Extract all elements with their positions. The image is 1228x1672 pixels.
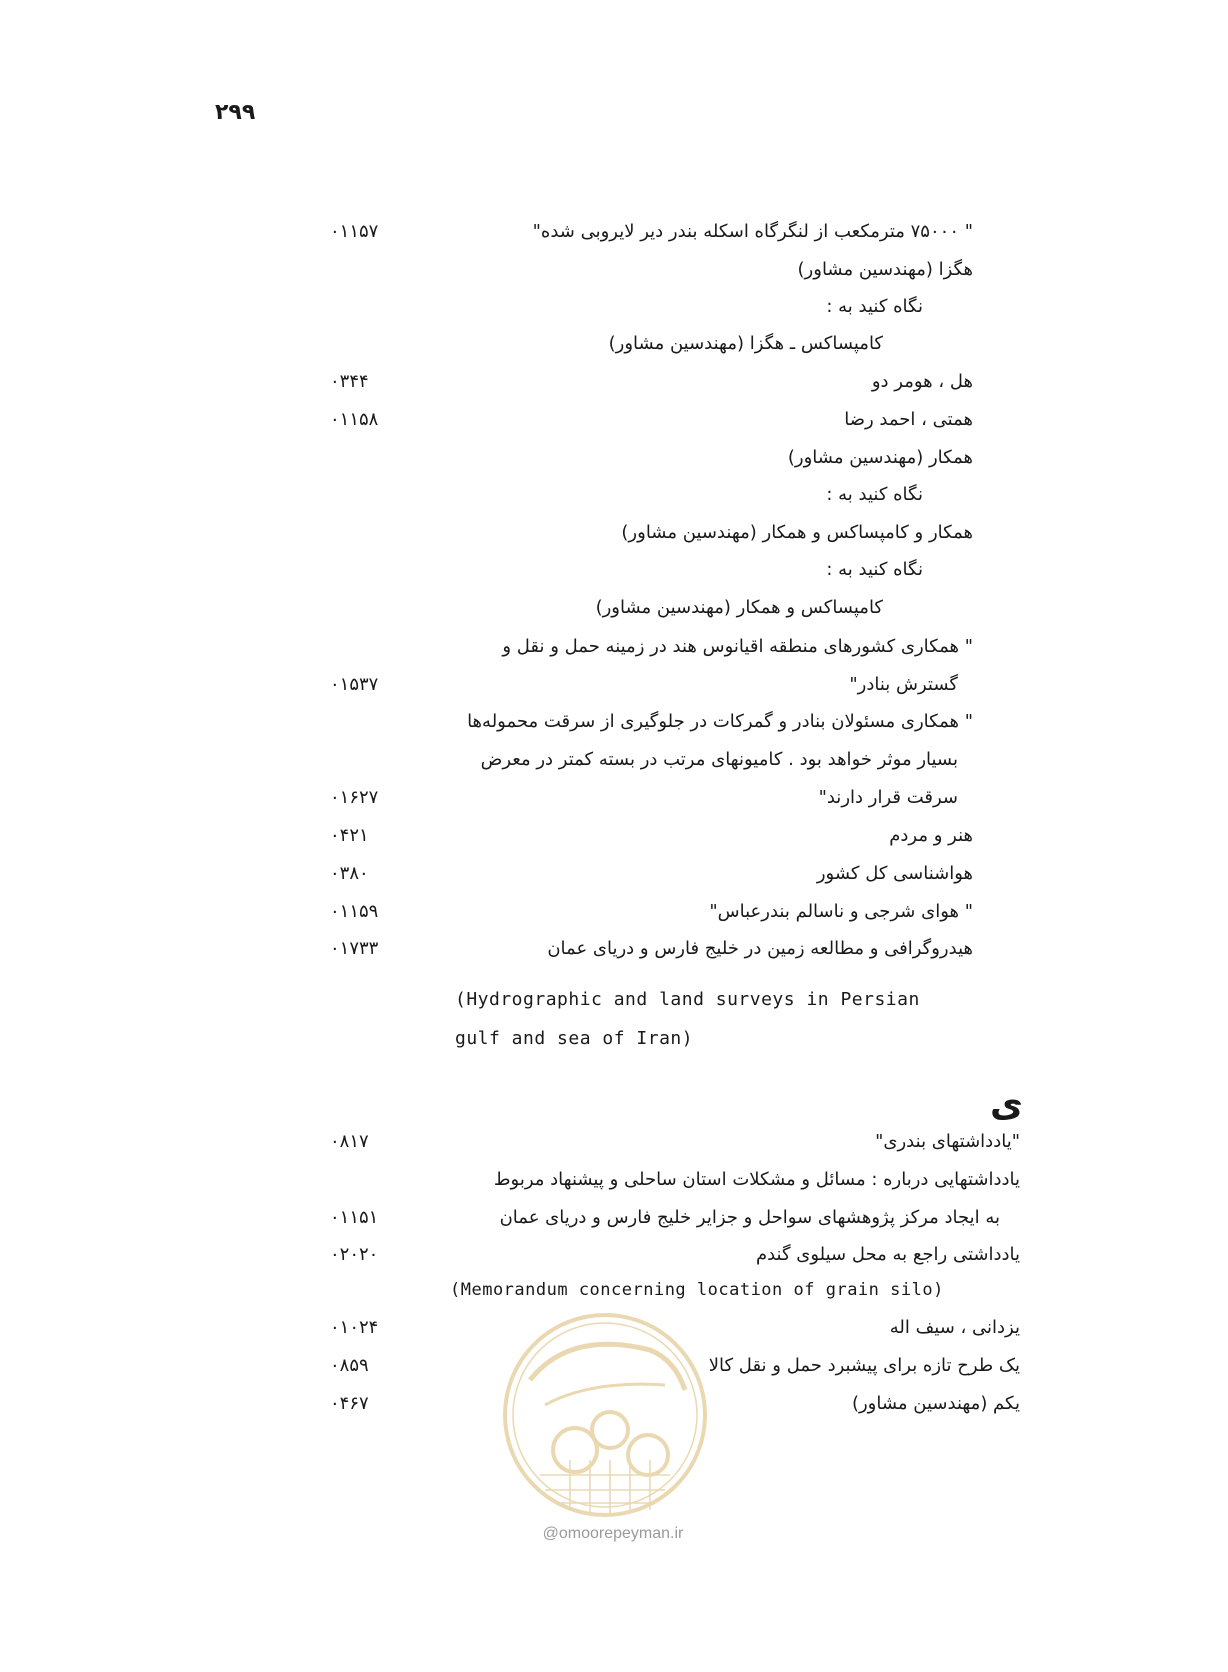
entry-number: ۰۱۷۳۳ bbox=[330, 938, 379, 959]
entry-text: یادداشتهایی درباره : مسائل و مشکلات استان ساحلی و پیشنهاد مربوط bbox=[493, 1169, 1020, 1190]
entry-text: یکم (مهندسین مشاور) bbox=[851, 1393, 1020, 1414]
entry-number: ۰۱۰۲۴ bbox=[330, 1317, 379, 1338]
entry-text: همتی ، احمد رضا bbox=[844, 409, 973, 430]
entry-text: هنر و مردم bbox=[889, 825, 973, 846]
entry-text: هگزا (مهندسین مشاور) bbox=[797, 259, 973, 280]
entry-number: ۰۴۶۷ bbox=[330, 1393, 369, 1414]
entry-number: ۰۳۸۰ bbox=[330, 863, 369, 884]
entry-text: کامپساکس ـ هگزا (مهندسین مشاور) bbox=[608, 333, 883, 354]
entry-text: نگاه کنید به : bbox=[826, 559, 923, 580]
entry-text: یادداشتی راجع به محل سیلوی گندم bbox=[755, 1244, 1020, 1265]
section-letter: ی bbox=[990, 1084, 1023, 1125]
entry-number: ۰۲۰۲۰ bbox=[330, 1244, 379, 1265]
entry-number: ۰۱۶۲۷ bbox=[330, 787, 379, 808]
entry-text: " همکاری مسئولان بنادر و گمرکات در جلوگیری از سرقت محموله‌ها bbox=[467, 711, 973, 732]
entry-number: ۰۱۱۵۷ bbox=[330, 221, 379, 242]
entry-text: هل ، هومر دو bbox=[871, 371, 973, 392]
entry-number: ۰۸۱۷ bbox=[330, 1131, 369, 1152]
entry-number: ۰۸۵۹ bbox=[330, 1355, 369, 1376]
entry-text: " ۷۵۰۰۰ مترمکعب از لنگرگاه اسکله بندر دیر لایروبی شده" bbox=[532, 221, 973, 242]
entry-number: ۰۳۴۴ bbox=[330, 371, 369, 392]
entry-latin-text: (Memorandum concerning location of grain silo) bbox=[450, 1280, 944, 1300]
entry-text: سرقت قرار دارند" bbox=[818, 787, 958, 808]
entry-text: نگاه کنید به : bbox=[826, 296, 923, 317]
entry-text: یک طرح تازه برای پیشبرد حمل و نقل کالا bbox=[708, 1355, 1020, 1376]
entry-text: هیدروگرافی و مطالعه زمین در خلیج فارس و دریای عمان bbox=[547, 938, 973, 959]
page-number: ۲۹۹ bbox=[215, 100, 256, 125]
entry-number: ۰۱۱۵۹ bbox=[330, 901, 379, 922]
watermark-logo-icon bbox=[500, 1310, 710, 1520]
entry-latin-text: gulf and sea of Iran) bbox=[455, 1028, 694, 1049]
entry-text: " هوای شرجی و ناسالم بندرعباس" bbox=[709, 901, 973, 922]
entry-number: ۰۴۲۱ bbox=[330, 825, 369, 846]
entry-text: همکار و کامپساکس و همکار (مهندسین مشاور) bbox=[621, 522, 973, 543]
entry-number: ۰۱۱۵۸ bbox=[330, 409, 379, 430]
entry-number: ۰۱۱۵۱ bbox=[330, 1207, 379, 1228]
entry-text: همکار (مهندسین مشاور) bbox=[787, 447, 973, 468]
entry-latin-text: (Hydrographic and land surveys in Persian bbox=[455, 989, 920, 1010]
entry-text: کامپساکس و همکار (مهندسین مشاور) bbox=[595, 597, 883, 618]
entry-text: هواشناسی کل کشور bbox=[816, 863, 973, 884]
entry-text: بسیار موثر خواهد بود . کامیونهای مرتب در بسته کمتر در معرض bbox=[480, 749, 958, 770]
entry-text: گسترش بنادر" bbox=[849, 674, 958, 695]
entry-text: یزدانی ، سیف اله bbox=[889, 1317, 1020, 1338]
entry-text: به ایجاد مرکز پژوهشهای سواحل و جزایر خلیج فارس و دریای عمان bbox=[499, 1207, 1000, 1228]
entry-text: " همکاری کشورهای منطقه اقیانوس هند در زمینه حمل و نقل و bbox=[502, 636, 973, 657]
entry-number: ۰۱۵۳۷ bbox=[330, 674, 379, 695]
watermark-url: @omoorepeyman.ir bbox=[542, 1525, 684, 1542]
entry-text: "یادداشتهای بندری" bbox=[875, 1131, 1020, 1152]
entry-text: نگاه کنید به : bbox=[826, 484, 923, 505]
